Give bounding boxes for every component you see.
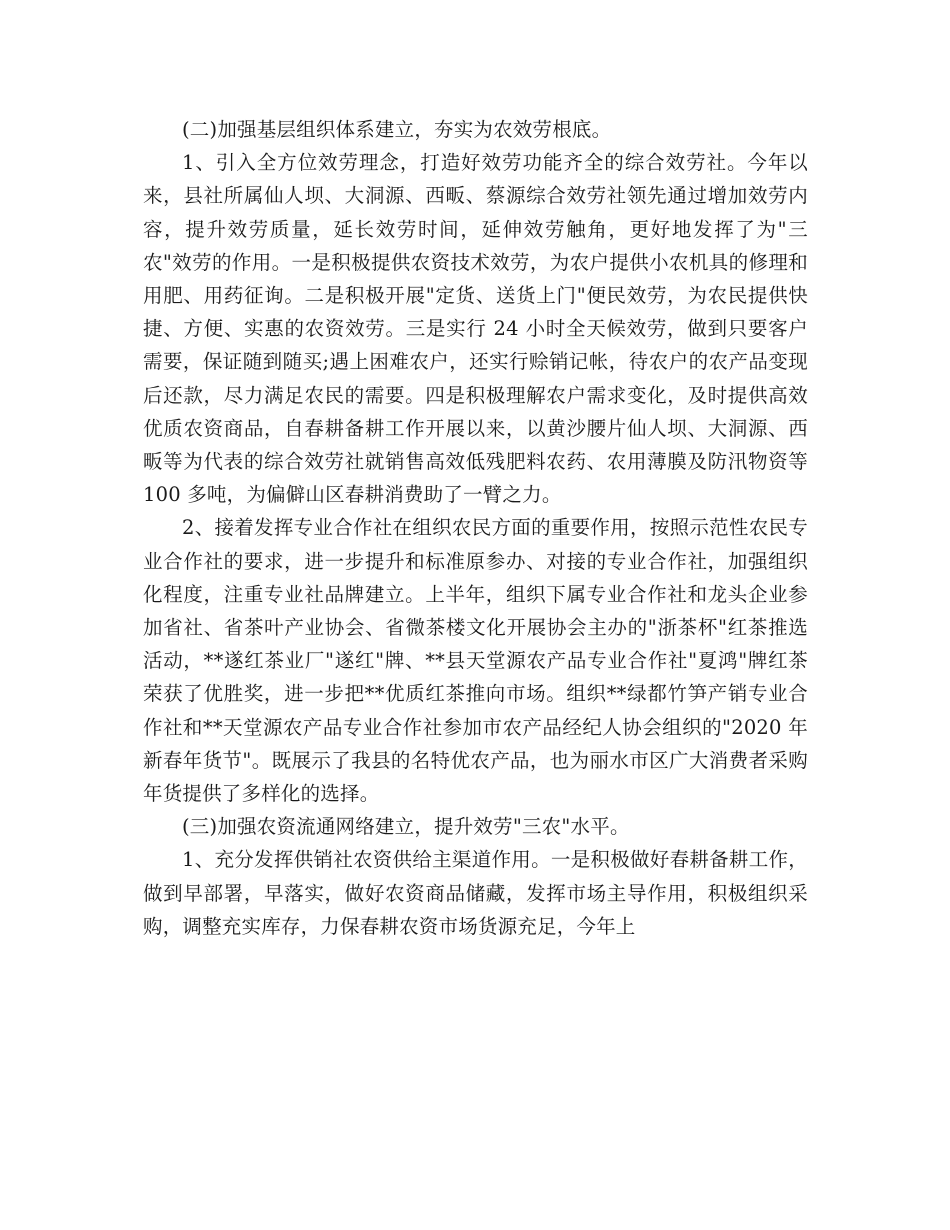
document-body	[143, 113, 808, 943]
paragraph-service-cooperatives: 1、引入全方位效劳理念，打造好效劳功能齐全的综合效劳社。今年以来，县社所属仙人坝、大洞源、西畈、蔡源综合效劳社领先通过增加效劳内容，提升效劳质量，延长效劳时间，延伸效劳触角，更好地发挥了为"三农"效劳的作用。一是积极提供农资技术效劳，为农户提供小农机具的修理和用肥、用药征询。二是积极开展"定货、送货上门"便民效劳，为农民提供快捷、方便、实惠的农资效劳。三是实行 24 小时全天候效劳，做到只要客户需要，保证随到随买;遇上困难农户，还实行赊销记帐，待农户的农产品变现后还款，尽力满足农民的需要。四是积极理解农户需求变化，及时提供高效优质农资商品，自春耕备耕工作开展以来，以黄沙腰片仙人坝、大洞源、西畈等为代表的综合效劳社就销售高效低残肥料农药、农用薄膜及防汛物资等 100 多吨，为偏僻山区春耕消费助了一臂之力。	[143, 151, 808, 507]
section-heading-3: (三)加强农资流通网络建立，提升效劳"三农"水平。	[182, 815, 630, 839]
paragraph-professional-cooperatives: 2、接着发挥专业合作社在组织农民方面的重要作用，按照示范性农民专业合作社的要求，进一步提升和标准原参办、对接的专业合作社，加强组织化程度，注重专业社品牌建立。上半年，组织下属专业合作社和龙头企业参加省社、省茶叶产业协会、省微茶楼文化开展协会主办的"浙茶杯"红茶推选活动，**遂红茶业厂"遂红"牌、**县天堂源农产品专业合作社"夏鸿"牌红茶荣获了优胜奖，进一步把**优质红茶推向市场。组织**绿都竹笋产销专业合作社和**天堂源农产品专业合作社参加市农产品经纪人协会组织的"2020 年新春年货节"。既展示了我县的名特优农产品，也为丽水市区广大消费者采购年货提供了多样化的选择。	[143, 516, 808, 806]
section-heading-2: (二)加强基层组织体系建立，夯实为农效劳根底。	[182, 118, 612, 141]
paragraph-agricultural-supply: 1、充分发挥供销社农资供给主渠道作用。一是积极做好春耕备耕工作，做到早部署，早落实，做好农资商品储藏，发挥市场主导作用，积极组织采购，调整充实库存，力保春耕农资市场货源充足，今年上	[143, 848, 808, 938]
